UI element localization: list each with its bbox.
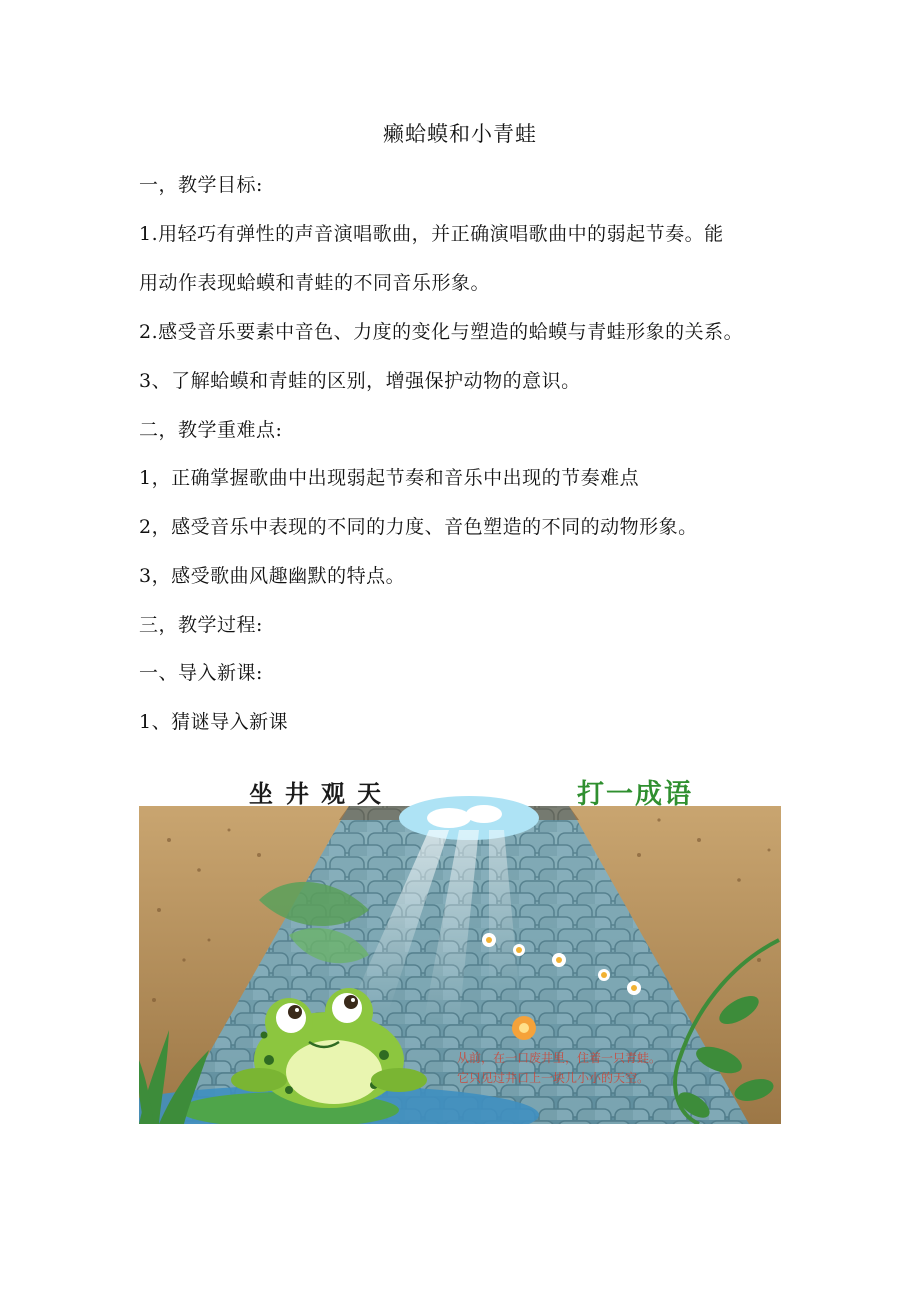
objective-2: 2.感受音乐要素中音色、力度的变化与塑造的蛤蟆与青蛙形象的关系。 — [139, 321, 744, 343]
section-heading-process: 三，教学过程: — [139, 614, 263, 636]
story-text — [457, 1048, 661, 1088]
key-point-2: 2，感受音乐中表现的不同的力度、音色塑造的不同的动物形象。 — [139, 516, 698, 538]
objective-3: 3、了解蛤蟆和青蛙的区别，增强保护动物的意识。 — [139, 370, 581, 392]
key-point-1: 1，正确掌握歌曲中出现弱起节奏和音乐中出现的节奏难点 — [139, 467, 640, 489]
subsection-introduction: 一、导入新课: — [139, 662, 263, 684]
riddle-illustration — [139, 760, 781, 1124]
riddle-prompt: 打一成语 — [577, 779, 693, 810]
document-title: 癞蛤蟆和小青蛙 — [383, 122, 537, 146]
story-line-1: 从前，在一口废井里，住着一只青蛙。 — [457, 1051, 662, 1065]
story-line-2: 它只见过井口上一块儿小小的天空。 — [457, 1071, 650, 1085]
riddle-caption: 坐井观天 — [249, 780, 393, 808]
section-heading-objectives: 一，教学目标: — [139, 174, 263, 196]
objective-1: 1.用轻巧有弹性的声音演唱歌曲，并正确演唱歌曲中的弱起节奏。能 — [139, 223, 724, 245]
key-point-3: 3，感受歌曲风趣幽默的特点。 — [139, 565, 406, 587]
step-riddle: 1、猜谜导入新课 — [139, 711, 289, 733]
section-heading-key-points: 二，教学重难点: — [139, 419, 283, 441]
objective-1-continued: 用动作表现蛤蟆和青蛙的不同音乐形象。 — [139, 272, 491, 294]
